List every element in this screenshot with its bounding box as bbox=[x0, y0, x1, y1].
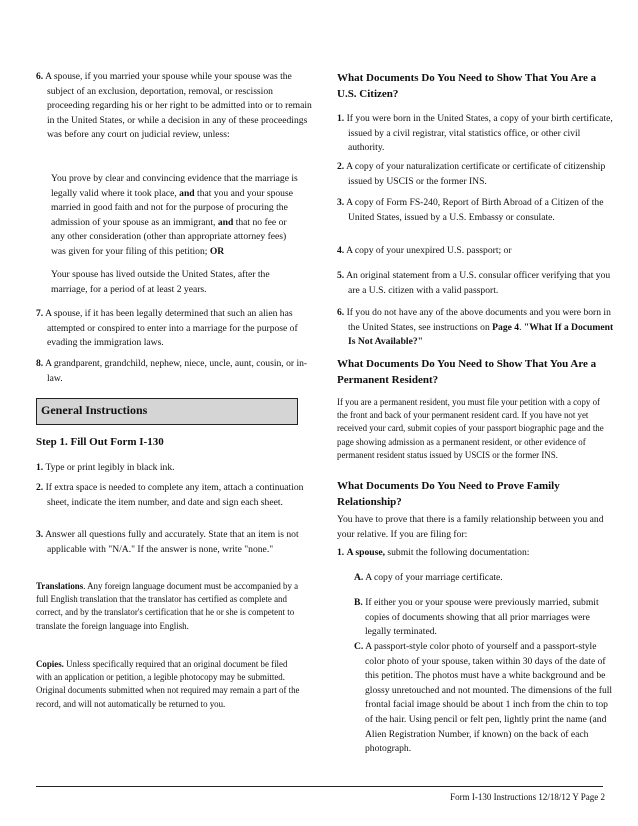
citizen-item-5: 5. An original statement from a U.S. consular officer verifying that you are a U.S. citizen with a valid passport. bbox=[337, 270, 611, 296]
citizen-item-2: 2. A copy of your naturalization certificate or certificate of citizenship issued by USCIS or the former INS. bbox=[337, 161, 606, 187]
citizen-heading: What Documents Do You Need to Show That You Are a U.S. Citizen? bbox=[337, 72, 597, 100]
citizen-item-4: 4. A copy of your unexpired U.S. passport; or bbox=[337, 245, 512, 256]
pr-paragraph: If you are a permanent resident, you must file your petition with a copy of the front and back of your permanent resident card. If you have not yet received your card, submit copies of your passport biographic page and the page showing admission as a permanent resident, or other evidence of permanent resident status issued by USCIS or the former INS. bbox=[337, 397, 604, 460]
item-8: 8. A grandparent, grandchild, nephew, niece, uncle, aunt, cousin, or in-law. bbox=[36, 358, 308, 384]
step1-heading: Step 1. Fill Out Form I-130 bbox=[36, 436, 164, 448]
family-paragraph: You have to prove that there is a family relationship between you and your relative. If you are filing for: bbox=[337, 514, 604, 540]
spouse-item-b: B. If either you or your spouse were previously married, submit copies of documents showing that all prior marriages were legally terminated. bbox=[354, 597, 599, 638]
prove-paragraph: You prove by clear and convincing evidence that the marriage is legally valid where it took place, and that you and your spouse married in good faith and not for the purpose of procuring the admission of your spouse as an immigrant, and that no fee or any other consideration (other than appropriate attorney fees) was given for your filing of this petition; OR bbox=[51, 173, 298, 257]
item-6: 6. A spouse, if you married your spouse while your spouse was the subject of an exclusion, deportation, removal, or rescission proceeding regarding his or her right to be admitted into or to remain in the United States, or while a decision in any of these proceedings was before any court on judicial review, unless: bbox=[36, 71, 312, 141]
page-footer: Form I-130 Instructions 12/18/12 Y Page 2 bbox=[450, 792, 605, 802]
general-instructions-title: General Instructions bbox=[41, 403, 148, 417]
spouse-item-c: C. A passport-style color photo of yourself and a passport-style color photo of your spouse, taken within 30 days of the date of this petition. The photos must have a white background and be glossy unretouched and not mounted. The dimensions of the full frontal facial image should be about 1 inch from the chin to top of the hair. Using pencil or felt pen, lightly print the name (and Alien Registration Number, if known) on the back of each photograph. bbox=[354, 641, 613, 755]
translations-paragraph: Translations. Any foreign language document must be accompanied by a full English translation that the translator has certified as complete and correct, and by the translator's certification that he or she is competent to translate the foreign language into English. bbox=[36, 581, 299, 631]
copies-paragraph: Copies. Unless specifically required that an original document be filed with an application or petition, a legible photocopy may be submitted. Original documents submitted when not required may remain a part of the record, and will not automatically be returned to you. bbox=[36, 659, 300, 709]
citizen-item-6: 6. If you do not have any of the above documents and you were born in the United States, see instructions on Page 4. "What If a Document Is Not Available?" bbox=[337, 307, 614, 348]
pr-heading: What Documents Do You Need to Show That You Are a Permanent Resident? bbox=[337, 358, 597, 386]
family-heading: What Documents Do You Need to Prove Family Relationship? bbox=[337, 480, 560, 508]
step1-item-3: 3. Answer all questions fully and accurately. State that an item is not applicable with "N/A." If the answer is none, write "none." bbox=[36, 529, 299, 555]
citizen-item-3: 3. A copy of Form FS-240, Report of Birth Abroad of a Citizen of the United States, issued by a U.S. Embassy or consulate. bbox=[337, 197, 604, 223]
spouse-item-a: A. A copy of your marriage certificate. bbox=[354, 572, 503, 583]
spouse-item: 1. A spouse, submit the following documentation: bbox=[337, 547, 530, 558]
general-instructions-box bbox=[36, 398, 298, 425]
citizen-item-1: 1. If you were born in the United States, a copy of your birth certificate, issued by a civil registrar, vital statistics office, or other civil authority. bbox=[337, 113, 613, 154]
step1-item-1: 1. Type or print legibly in black ink. bbox=[36, 462, 175, 473]
footer-rule bbox=[36, 786, 603, 787]
outside-paragraph: Your spouse has lived outside the United States, after the marriage, for a period of at least 2 years. bbox=[51, 269, 270, 295]
step1-item-2: 2. If extra space is needed to complete any item, attach a continuation sheet, indicate the item number, and date and sign each sheet. bbox=[36, 482, 304, 508]
item-7: 7. A spouse, if it has been legally determined that such an alien has attempted or conspired to enter into a marriage for the purpose of evading the immigration laws. bbox=[36, 308, 298, 349]
